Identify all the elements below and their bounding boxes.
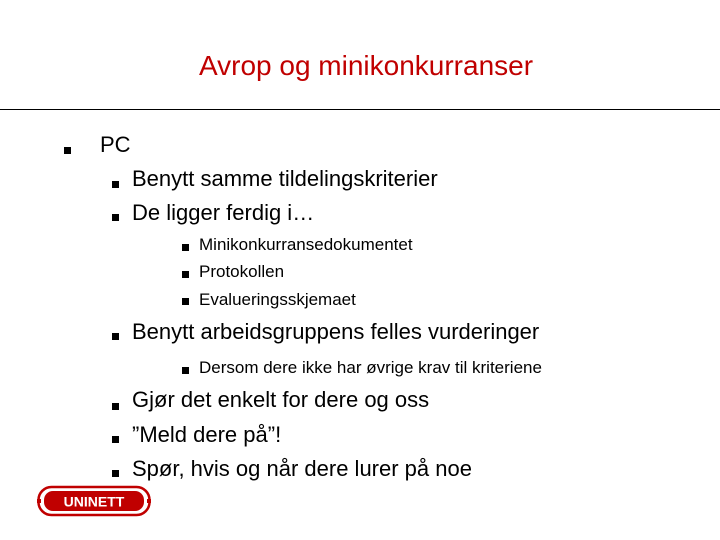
bullet-marker [182,298,189,305]
bullet-same-criteria: Benytt samme tildelingskriterier [132,166,438,191]
bullet-marker [182,244,189,251]
logo-text: UNINETT [63,493,125,510]
bullet-ready-in: De ligger ferdig i… [132,200,315,225]
bullet-document: Minikonkurransedokumentet [199,235,413,254]
bullet-marker [112,181,119,188]
bullet-marker [112,470,119,477]
bullet-protocol: Protokollen [199,262,285,281]
title-divider [0,109,720,110]
bullet-marker [112,214,119,221]
bullet-sign-up: ”Meld dere på”! [132,422,282,447]
bullet-marker [64,147,71,154]
bullet-marker [112,403,119,410]
bullet-evaluation-form: Evalueringsskjemaet [199,290,356,309]
bullet-marker [112,436,119,443]
bullet-marker [112,333,119,340]
bullet-pc: PC [100,132,131,157]
uninett-logo [37,484,151,518]
bullet-marker [182,367,189,374]
bullet-ask-questions: Spør, hvis og når dere lurer på noe [132,456,472,481]
slide-title: Avrop og minikonkurranser [198,50,534,81]
bullet-common-assessments: Benytt arbeidsgruppens felles vurderinger [132,319,540,344]
bullet-marker [182,271,189,278]
bullet-make-it-easy: Gjør det enkelt for dere og oss [132,387,430,412]
bullet-no-other-requirements: Dersom dere ikke har øvrige krav til kriteriene [199,358,542,377]
